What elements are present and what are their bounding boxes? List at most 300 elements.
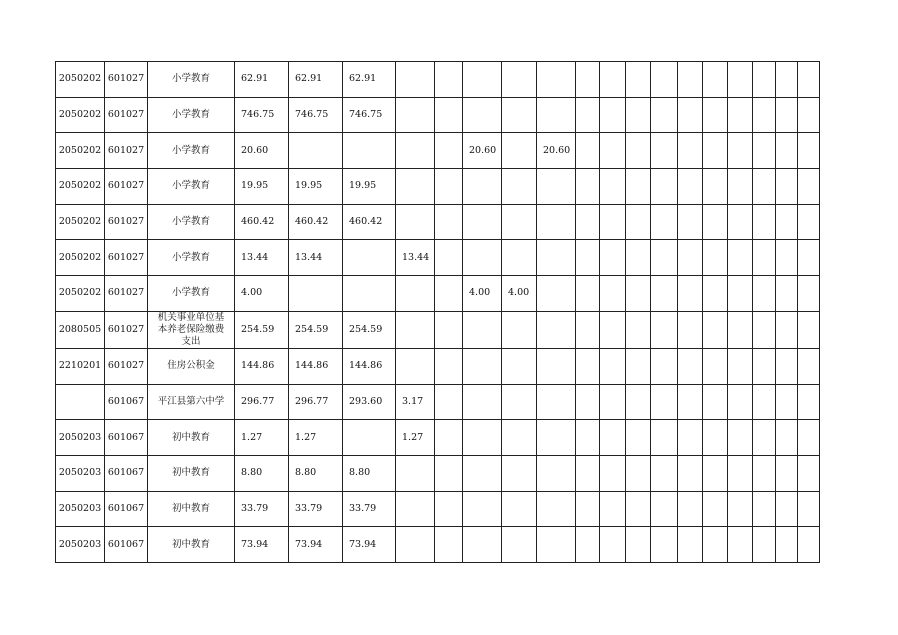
amount-cell	[435, 276, 463, 312]
amount-cell	[537, 169, 576, 205]
empty-cell	[703, 311, 728, 348]
empty-cell	[626, 527, 651, 563]
amount-cell: 746.75	[235, 97, 289, 133]
empty-cell	[651, 384, 678, 420]
amount-cell	[537, 204, 576, 240]
empty-cell	[678, 384, 703, 420]
unit-code-cell: 601027	[105, 97, 148, 133]
function-code-cell: 2050202	[56, 133, 105, 169]
empty-cell	[678, 240, 703, 276]
unit-code-cell: 601067	[105, 455, 148, 491]
amount-cell	[396, 527, 435, 563]
amount-cell: 33.79	[289, 491, 343, 527]
empty-cell	[678, 311, 703, 348]
empty-cell	[600, 169, 626, 205]
amount-cell	[463, 62, 502, 98]
empty-cell	[678, 204, 703, 240]
amount-cell: 746.75	[343, 97, 396, 133]
empty-cell	[776, 133, 798, 169]
empty-cell	[626, 311, 651, 348]
amount-cell: 62.91	[289, 62, 343, 98]
empty-cell	[703, 62, 728, 98]
amount-cell: 33.79	[235, 491, 289, 527]
amount-cell: 746.75	[289, 97, 343, 133]
empty-cell	[776, 527, 798, 563]
empty-cell	[576, 455, 600, 491]
function-code-cell: 2050203	[56, 455, 105, 491]
amount-cell: 13.44	[396, 240, 435, 276]
unit-code-cell: 601027	[105, 240, 148, 276]
amount-cell	[435, 384, 463, 420]
table-row	[56, 62, 820, 98]
empty-cell	[678, 169, 703, 205]
amount-cell: 293.60	[343, 384, 396, 420]
empty-cell	[798, 97, 820, 133]
amount-cell	[396, 62, 435, 98]
function-code-cell: 2050203	[56, 491, 105, 527]
amount-cell	[343, 276, 396, 312]
amount-cell: 8.80	[235, 455, 289, 491]
empty-cell	[576, 311, 600, 348]
empty-cell	[576, 133, 600, 169]
amount-cell	[435, 62, 463, 98]
empty-cell	[776, 491, 798, 527]
empty-cell	[651, 133, 678, 169]
amount-cell	[502, 348, 537, 384]
table-row	[56, 133, 820, 169]
empty-cell	[626, 204, 651, 240]
amount-cell	[502, 240, 537, 276]
empty-cell	[626, 276, 651, 312]
amount-cell: 4.00	[463, 276, 502, 312]
amount-cell	[396, 311, 435, 348]
unit-code-cell: 601027	[105, 348, 148, 384]
table-row	[56, 384, 820, 420]
empty-cell	[776, 97, 798, 133]
amount-cell	[396, 455, 435, 491]
empty-cell	[678, 276, 703, 312]
empty-cell	[776, 384, 798, 420]
amount-cell	[435, 97, 463, 133]
empty-cell	[798, 384, 820, 420]
empty-cell	[776, 348, 798, 384]
amount-cell: 73.94	[289, 527, 343, 563]
empty-cell	[776, 455, 798, 491]
amount-cell	[435, 527, 463, 563]
amount-cell	[502, 169, 537, 205]
empty-cell	[651, 240, 678, 276]
empty-cell	[753, 348, 776, 384]
budget-table	[55, 61, 820, 563]
unit-code-cell: 601027	[105, 133, 148, 169]
empty-cell	[753, 455, 776, 491]
amount-cell	[463, 384, 502, 420]
amount-cell	[463, 527, 502, 563]
empty-cell	[728, 420, 753, 456]
empty-cell	[600, 204, 626, 240]
amount-cell	[396, 348, 435, 384]
empty-cell	[728, 204, 753, 240]
item-name-cell: 机关事业单位基本养老保险缴费支出	[148, 311, 235, 348]
empty-cell	[678, 348, 703, 384]
empty-cell	[600, 97, 626, 133]
amount-cell: 1.27	[396, 420, 435, 456]
amount-cell	[396, 133, 435, 169]
empty-cell	[626, 62, 651, 98]
empty-cell	[798, 420, 820, 456]
function-code-cell: 2050203	[56, 420, 105, 456]
amount-cell	[502, 455, 537, 491]
empty-cell	[776, 276, 798, 312]
empty-cell	[728, 527, 753, 563]
unit-code-cell: 601027	[105, 204, 148, 240]
item-name-cell: 小学教育	[148, 133, 235, 169]
amount-cell	[502, 204, 537, 240]
empty-cell	[753, 62, 776, 98]
amount-cell	[396, 97, 435, 133]
empty-cell	[600, 420, 626, 456]
empty-cell	[678, 133, 703, 169]
amount-cell	[502, 62, 537, 98]
amount-cell: 8.80	[343, 455, 396, 491]
item-name-cell: 平江县第六中学	[148, 384, 235, 420]
amount-cell: 460.42	[235, 204, 289, 240]
empty-cell	[703, 348, 728, 384]
empty-cell	[600, 62, 626, 98]
table-row	[56, 169, 820, 205]
empty-cell	[678, 420, 703, 456]
function-code-cell: 2210201	[56, 348, 105, 384]
table-row	[56, 204, 820, 240]
amount-cell: 1.27	[289, 420, 343, 456]
unit-code-cell: 601067	[105, 527, 148, 563]
empty-cell	[626, 240, 651, 276]
amount-cell: 296.77	[289, 384, 343, 420]
function-code-cell: 2050202	[56, 204, 105, 240]
unit-code-cell: 601027	[105, 169, 148, 205]
amount-cell: 144.86	[289, 348, 343, 384]
amount-cell	[435, 455, 463, 491]
amount-cell	[463, 169, 502, 205]
empty-cell	[728, 62, 753, 98]
amount-cell	[463, 97, 502, 133]
item-name-cell: 初中教育	[148, 491, 235, 527]
amount-cell	[537, 97, 576, 133]
empty-cell	[776, 311, 798, 348]
empty-cell	[600, 527, 626, 563]
empty-cell	[626, 420, 651, 456]
amount-cell: 62.91	[235, 62, 289, 98]
amount-cell: 144.86	[235, 348, 289, 384]
empty-cell	[576, 169, 600, 205]
empty-cell	[753, 527, 776, 563]
empty-cell	[728, 240, 753, 276]
amount-cell	[343, 420, 396, 456]
empty-cell	[728, 348, 753, 384]
amount-cell: 19.95	[235, 169, 289, 205]
item-name-cell: 小学教育	[148, 204, 235, 240]
empty-cell	[678, 62, 703, 98]
amount-cell	[289, 133, 343, 169]
amount-cell	[502, 384, 537, 420]
amount-cell	[537, 384, 576, 420]
item-name-cell: 住房公积金	[148, 348, 235, 384]
empty-cell	[600, 491, 626, 527]
empty-cell	[651, 204, 678, 240]
amount-cell	[502, 491, 537, 527]
empty-cell	[576, 491, 600, 527]
table-row	[56, 420, 820, 456]
empty-cell	[798, 204, 820, 240]
amount-cell: 73.94	[235, 527, 289, 563]
function-code-cell	[56, 384, 105, 420]
amount-cell	[463, 491, 502, 527]
table-row	[56, 455, 820, 491]
empty-cell	[753, 169, 776, 205]
function-code-cell: 2080505	[56, 311, 105, 348]
empty-cell	[703, 204, 728, 240]
empty-cell	[678, 455, 703, 491]
unit-code-cell: 601027	[105, 276, 148, 312]
item-name-cell: 小学教育	[148, 169, 235, 205]
amount-cell	[435, 311, 463, 348]
item-name-cell: 初中教育	[148, 420, 235, 456]
empty-cell	[600, 240, 626, 276]
empty-cell	[576, 384, 600, 420]
empty-cell	[753, 97, 776, 133]
amount-cell	[502, 97, 537, 133]
amount-cell: 144.86	[343, 348, 396, 384]
empty-cell	[728, 491, 753, 527]
item-name-cell: 初中教育	[148, 527, 235, 563]
empty-cell	[798, 62, 820, 98]
amount-cell: 254.59	[235, 311, 289, 348]
empty-cell	[703, 133, 728, 169]
amount-cell: 13.44	[289, 240, 343, 276]
table-row	[56, 311, 820, 348]
empty-cell	[753, 384, 776, 420]
empty-cell	[626, 97, 651, 133]
empty-cell	[651, 527, 678, 563]
item-name-cell: 小学教育	[148, 97, 235, 133]
amount-cell	[537, 276, 576, 312]
amount-cell: 8.80	[289, 455, 343, 491]
item-name-cell: 初中教育	[148, 455, 235, 491]
table-row	[56, 97, 820, 133]
empty-cell	[798, 276, 820, 312]
empty-cell	[728, 311, 753, 348]
empty-cell	[753, 420, 776, 456]
empty-cell	[576, 527, 600, 563]
empty-cell	[703, 420, 728, 456]
empty-cell	[626, 348, 651, 384]
amount-cell	[435, 491, 463, 527]
empty-cell	[798, 133, 820, 169]
empty-cell	[728, 455, 753, 491]
amount-cell: 33.79	[343, 491, 396, 527]
empty-cell	[576, 276, 600, 312]
amount-cell: 1.27	[235, 420, 289, 456]
empty-cell	[626, 133, 651, 169]
amount-cell	[537, 527, 576, 563]
amount-cell	[396, 204, 435, 240]
amount-cell	[396, 169, 435, 205]
empty-cell	[728, 384, 753, 420]
empty-cell	[651, 420, 678, 456]
empty-cell	[753, 311, 776, 348]
amount-cell	[435, 133, 463, 169]
empty-cell	[678, 527, 703, 563]
empty-cell	[651, 348, 678, 384]
amount-cell	[435, 240, 463, 276]
empty-cell	[776, 240, 798, 276]
empty-cell	[576, 204, 600, 240]
empty-cell	[798, 348, 820, 384]
amount-cell	[435, 348, 463, 384]
empty-cell	[576, 97, 600, 133]
amount-cell	[537, 455, 576, 491]
function-code-cell: 2050202	[56, 62, 105, 98]
amount-cell	[396, 276, 435, 312]
amount-cell: 460.42	[289, 204, 343, 240]
empty-cell	[600, 348, 626, 384]
table-row	[56, 491, 820, 527]
function-code-cell: 2050202	[56, 240, 105, 276]
amount-cell: 296.77	[235, 384, 289, 420]
empty-cell	[703, 455, 728, 491]
item-name-cell: 小学教育	[148, 276, 235, 312]
empty-cell	[626, 491, 651, 527]
amount-cell	[502, 311, 537, 348]
amount-cell	[435, 420, 463, 456]
amount-cell	[435, 169, 463, 205]
empty-cell	[600, 455, 626, 491]
empty-cell	[600, 133, 626, 169]
empty-cell	[753, 491, 776, 527]
unit-code-cell: 601027	[105, 62, 148, 98]
amount-cell: 3.17	[396, 384, 435, 420]
table-body	[56, 62, 820, 563]
amount-cell	[537, 348, 576, 384]
empty-cell	[600, 384, 626, 420]
amount-cell: 19.95	[289, 169, 343, 205]
empty-cell	[626, 384, 651, 420]
empty-cell	[728, 169, 753, 205]
empty-cell	[678, 97, 703, 133]
empty-cell	[678, 491, 703, 527]
unit-code-cell: 601067	[105, 420, 148, 456]
amount-cell: 254.59	[343, 311, 396, 348]
item-name-cell: 小学教育	[148, 62, 235, 98]
empty-cell	[626, 169, 651, 205]
empty-cell	[651, 97, 678, 133]
empty-cell	[753, 133, 776, 169]
empty-cell	[651, 311, 678, 348]
table-row	[56, 527, 820, 563]
empty-cell	[626, 455, 651, 491]
amount-cell	[537, 311, 576, 348]
empty-cell	[776, 204, 798, 240]
amount-cell: 19.95	[343, 169, 396, 205]
table-row	[56, 240, 820, 276]
empty-cell	[651, 455, 678, 491]
amount-cell: 460.42	[343, 204, 396, 240]
empty-cell	[728, 276, 753, 312]
empty-cell	[776, 62, 798, 98]
empty-cell	[576, 62, 600, 98]
empty-cell	[576, 348, 600, 384]
table-row	[56, 348, 820, 384]
empty-cell	[798, 311, 820, 348]
empty-cell	[798, 527, 820, 563]
amount-cell	[435, 204, 463, 240]
amount-cell	[463, 240, 502, 276]
amount-cell	[537, 240, 576, 276]
unit-code-cell: 601067	[105, 491, 148, 527]
empty-cell	[600, 311, 626, 348]
empty-cell	[600, 276, 626, 312]
amount-cell: 20.60	[463, 133, 502, 169]
unit-code-cell: 601067	[105, 384, 148, 420]
empty-cell	[703, 240, 728, 276]
amount-cell: 4.00	[235, 276, 289, 312]
amount-cell	[396, 491, 435, 527]
empty-cell	[798, 455, 820, 491]
amount-cell	[502, 527, 537, 563]
amount-cell: 73.94	[343, 527, 396, 563]
empty-cell	[753, 240, 776, 276]
empty-cell	[703, 384, 728, 420]
empty-cell	[776, 169, 798, 205]
empty-cell	[798, 169, 820, 205]
amount-cell: 62.91	[343, 62, 396, 98]
amount-cell	[502, 420, 537, 456]
empty-cell	[703, 276, 728, 312]
amount-cell: 13.44	[235, 240, 289, 276]
empty-cell	[651, 62, 678, 98]
function-code-cell: 2050202	[56, 276, 105, 312]
amount-cell	[463, 348, 502, 384]
empty-cell	[576, 240, 600, 276]
amount-cell	[289, 276, 343, 312]
amount-cell	[463, 420, 502, 456]
function-code-cell: 2050202	[56, 169, 105, 205]
empty-cell	[703, 491, 728, 527]
empty-cell	[798, 491, 820, 527]
amount-cell: 20.60	[235, 133, 289, 169]
table-row	[56, 276, 820, 312]
amount-cell	[463, 311, 502, 348]
empty-cell	[728, 133, 753, 169]
amount-cell	[343, 240, 396, 276]
amount-cell	[343, 133, 396, 169]
function-code-cell: 2050202	[56, 97, 105, 133]
empty-cell	[753, 276, 776, 312]
empty-cell	[703, 169, 728, 205]
empty-cell	[703, 97, 728, 133]
empty-cell	[576, 420, 600, 456]
amount-cell	[537, 62, 576, 98]
empty-cell	[651, 169, 678, 205]
amount-cell: 4.00	[502, 276, 537, 312]
unit-code-cell: 601027	[105, 311, 148, 348]
amount-cell: 20.60	[537, 133, 576, 169]
empty-cell	[651, 276, 678, 312]
amount-cell	[502, 133, 537, 169]
amount-cell: 254.59	[289, 311, 343, 348]
item-name-cell: 小学教育	[148, 240, 235, 276]
amount-cell	[463, 455, 502, 491]
